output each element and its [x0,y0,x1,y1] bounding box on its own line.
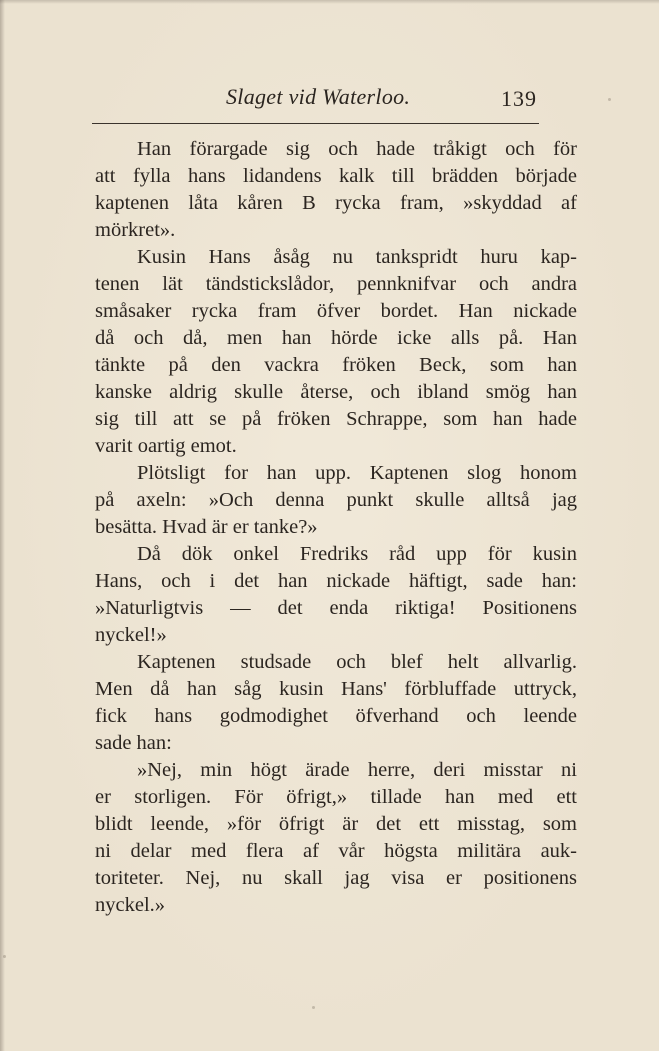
text-line: blidt leende, »för öfrigt är det ett misstag, som [95,813,577,835]
paper-speck [608,98,611,101]
text-line: Då dök onkel Fredriks råd upp för kusin [137,543,577,565]
text-line: sig till att se på fröken Schrappe, som han hade [95,408,577,430]
text-line: kanske aldrig skulle återse, och ibland smög han [95,381,577,403]
page-edge-shadow [0,0,5,1051]
text-line: Kusin Hans åsåg nu tankspridt huru kap- [137,246,577,268]
text-line: fick hans godmodighet öfverhand och leende [95,705,577,727]
text-line: att fylla hans lidandens kalk till brädden började [95,165,577,187]
text-line: nyckel!» [95,624,167,646]
text-line: »Naturligtvis — det enda riktiga! Positionens [95,597,577,619]
text-line: kaptenen låta kåren B rycka fram, »skyddad af [95,192,577,214]
text-line: Hans, och i det han nickade häftigt, sade han: [95,570,577,592]
text-line: er storligen. För öfrigt,» tillade han med ett [95,786,577,808]
header-rule [92,123,539,124]
text-line: på axeln: »Och denna punkt skulle alltså jag [95,489,577,511]
paper-speck [3,955,6,958]
page-top-shadow [0,0,659,4]
text-line: ni delar med flera af vår högsta militära auk- [95,840,577,862]
page-number: 139 [501,86,537,111]
text-line: Men då han såg kusin Hans' förbluffade uttryck, [95,678,577,700]
paper-speck [312,1006,315,1009]
text-line: Han förargade sig och hade tråkigt och för [137,138,577,160]
text-line: Plötsligt for han upp. Kaptenen slog honom [137,462,577,484]
text-line: då och då, men han hörde icke alls på. Han [95,327,577,349]
text-line: nyckel.» [95,894,166,916]
text-line: »Nej, min högt ärade herre, deri misstar ni [137,759,577,781]
text-line: Kaptenen studsade och blef helt allvarlig. [137,651,577,673]
text-line: tänkte på den vackra fröken Beck, som han [95,354,577,376]
text-line: toriteter. Nej, nu skall jag visa er positionens [95,867,577,889]
running-head [0,84,659,114]
text-line: mörkret». [95,219,176,241]
running-title: Slaget vid Waterloo. [226,84,411,109]
text-line: tenen lät tändstickslådor, pennknifvar och andra [95,273,577,295]
body-text [95,136,577,919]
text-line: sade han: [95,732,172,754]
text-line: varit oartig emot. [95,435,237,457]
text-line: besätta. Hvad är er tanke?» [95,516,318,538]
text-line: småsaker rycka fram öfver bordet. Han nickade [95,300,577,322]
